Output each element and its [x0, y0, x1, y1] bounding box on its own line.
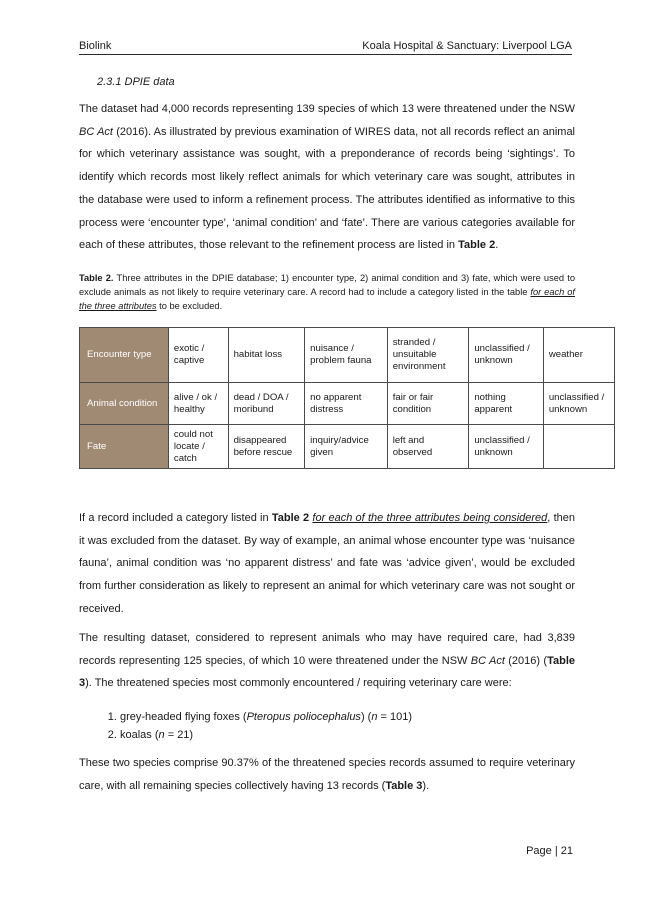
emphasis: for each of the three attributes being considered [312, 512, 548, 524]
table-cell: dead / DOA / moribund [228, 383, 305, 425]
table-cell: inquiry/advice given [305, 425, 388, 469]
text-run: These two species comprise 90.37% of the threatened species records assumed to require veterinary care, with all remaining species collectively having 13 records ( [79, 757, 575, 792]
text-run: ) ( [360, 711, 372, 723]
paragraph-exclusion-rule [79, 507, 575, 621]
table-cell: weather [543, 328, 614, 383]
list-item [120, 726, 580, 744]
table-reference: Table 2 [271, 512, 310, 524]
row-header: Animal condition [80, 383, 169, 425]
text-run: Three attributes in the DPIE database; 1) encounter type, 2) animal condition and 3) fate, which were used to exclude animals as not likely to require veterinary care. A record had to include a category listed in the table [79, 273, 575, 297]
table-cell: left and observed [387, 425, 469, 469]
table-cell: unclassified / unknown [543, 383, 614, 425]
paragraph-dataset-intro [79, 98, 575, 257]
species-list [97, 708, 580, 744]
table-cell: unclassified / unknown [469, 328, 543, 383]
text-run: ). [422, 779, 430, 792]
scientific-name: Pteropus poliocephalus [246, 711, 361, 723]
text-run: ). The threatened species most commonly encountered / requiring veterinary care were: [85, 677, 512, 690]
table-cell: fair or fair condition [387, 383, 469, 425]
text-run: grey-headed flying foxes ( [120, 711, 247, 723]
act-name: BC Act [79, 125, 113, 138]
table-row [80, 383, 615, 425]
table-cell: exotic / captive [168, 328, 228, 383]
count-symbol: n [371, 711, 378, 723]
running-header [79, 38, 572, 55]
row-header: Fate [80, 425, 169, 469]
table-cell: unclassified / unknown [469, 425, 543, 469]
text-run: , then it was excluded from the dataset. By way of example, an animal whose encounter type was ‘nuisance fauna’, animal condition was ‘no apparent distress’ and fate was ‘advice given’, would be excluded from further consideration as likely to represent an animal for which veterinary care was not sought or received. [79, 512, 575, 615]
text-run: The resulting dataset, considered to represent animals who may have required care, had 3,839 records representing 125 species, of which 10 were threatened under the NSW [79, 632, 575, 667]
text-run: . [495, 239, 499, 252]
page-number: Page | 21 [526, 845, 573, 857]
caption-emphasis: for each of the three attributes [79, 287, 575, 311]
table-cell: nuisance / problem fauna [305, 328, 388, 383]
caption-label: Table 2. [79, 273, 114, 283]
text-run: (2016). As illustrated by previous examination of WIRES data, not all records reflect an animal for which veterinary assistance was sought, with a preponderance of records being ‘sightings’. To identify which records most likely reflect animals for which veterinary care was sought, attributes in the database were used to inform a refinement process. The attributes identified as informative to this process were ‘encounter type’, ‘animal condition’ and ‘fate’. There are various categories available for each of these attributes, those relevant to the refinement process are listed in [79, 125, 576, 252]
table-caption [79, 271, 575, 313]
row-header: Encounter type [80, 328, 169, 383]
table-cell: stranded / unsuitable environment [387, 328, 469, 383]
table-cell: could not locate / catch [168, 425, 228, 469]
text-run: If a record included a category listed in [79, 512, 272, 524]
table-reference: Table 2 [458, 239, 496, 252]
text-run: = 21) [164, 729, 194, 741]
attributes-table [79, 327, 615, 469]
table-cell [543, 425, 614, 469]
table-row [80, 328, 615, 383]
text-run: to be excluded. [156, 301, 223, 311]
table-cell: nothing apparent [469, 383, 543, 425]
table-cell: alive / ok / healthy [168, 383, 228, 425]
table-cell: disappeared before rescue [228, 425, 305, 469]
section-heading: 2.3.1 DPIE data [97, 76, 175, 88]
table-reference: Table 3 [79, 654, 576, 690]
paragraph-resulting-dataset [79, 627, 575, 695]
header-left: Biolink [79, 40, 112, 52]
header-right: Koala Hospital & Sanctuary: Liverpool LGA [362, 40, 572, 52]
table-cell: no apparent distress [305, 383, 388, 425]
table-row [80, 425, 615, 469]
list-item [120, 708, 580, 726]
count-symbol: n [158, 729, 165, 741]
table-reference: Table 3 [385, 779, 423, 792]
text-run: = 101) [377, 711, 413, 723]
text-run: The dataset had 4,000 records representing 139 species of which 13 were threatened under the NSW [79, 103, 575, 115]
act-name: BC Act [470, 654, 505, 667]
text-run: (2016) ( [504, 654, 548, 667]
text-run: koalas ( [120, 729, 159, 741]
paragraph-summary [79, 752, 575, 797]
table-cell: habitat loss [228, 328, 305, 383]
